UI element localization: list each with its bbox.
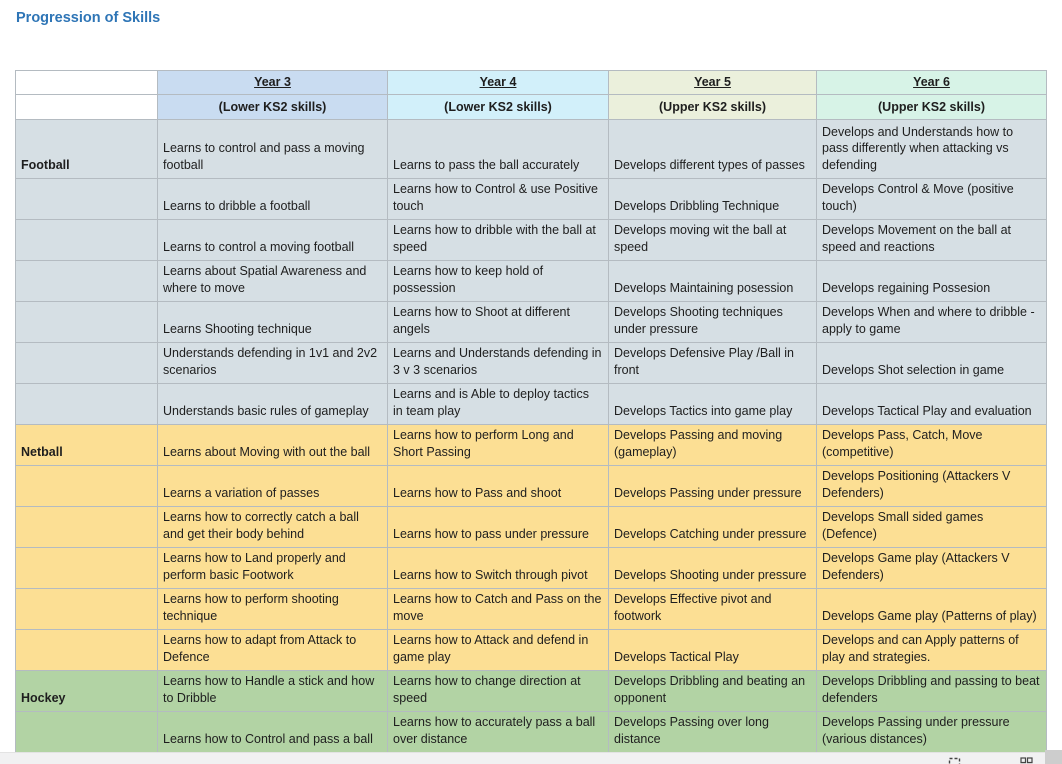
section-label-empty — [16, 343, 158, 384]
table-row — [16, 630, 1047, 671]
skill-cell: Develops Movement on the ball at speed and reactions — [817, 220, 1047, 261]
skill-cell: Learns how to perform shooting technique — [158, 589, 388, 630]
skill-cell: Learns and is Able to deploy tactics in team play — [388, 384, 609, 425]
skill-cell: Learns how to keep hold of possession — [388, 261, 609, 302]
skill-cell: Develops Dribbling Technique — [609, 179, 817, 220]
skill-cell: Develops Passing under pressure — [609, 466, 817, 507]
skill-cell: Learns how to adapt from Attack to Defence — [158, 630, 388, 671]
year-header-cell — [817, 71, 1047, 95]
corner-cell — [16, 95, 158, 120]
skill-cell: Learns how to Catch and Pass on the move — [388, 589, 609, 630]
skill-cell: Develops Tactical Play and evaluation — [817, 384, 1047, 425]
section-label-empty — [16, 712, 158, 753]
skill-cell: Learns how to dribble with the ball at speed — [388, 220, 609, 261]
skill-cell: Develops different types of passes — [609, 120, 817, 179]
table-body — [16, 120, 1047, 753]
year-header-label: Year 6 — [913, 75, 950, 90]
ks2-subheader-cell: (Upper KS2 skills) — [817, 95, 1047, 120]
skill-cell: Develops Control & Move (positive touch) — [817, 179, 1047, 220]
table-header — [16, 71, 1047, 120]
skill-cell: Learns how to Switch through pivot — [388, 548, 609, 589]
year-header-cell — [609, 71, 817, 95]
table-row — [16, 425, 1047, 466]
skill-cell: Learns how to perform Long and Short Passing — [388, 425, 609, 466]
section-label-empty — [16, 302, 158, 343]
table-row — [16, 507, 1047, 548]
table-row — [16, 589, 1047, 630]
section-label-empty — [16, 589, 158, 630]
section-label-hockey: Hockey — [16, 671, 158, 712]
skill-cell: Learns about Moving with out the ball — [158, 425, 388, 466]
skill-cell: Develops and Understands how to pass differently when attacking vs defending — [817, 120, 1047, 179]
skill-cell: Learns how to Attack and defend in game play — [388, 630, 609, 671]
skill-cell: Learns how to Handle a stick and how to Dribble — [158, 671, 388, 712]
skill-cell: Develops Catching under pressure — [609, 507, 817, 548]
skill-cell: Learns to dribble a football — [158, 179, 388, 220]
skill-cell: Develops and can Apply patterns of play and strategies. — [817, 630, 1047, 671]
year-header-cell — [388, 71, 609, 95]
skill-cell: Develops Defensive Play /Ball in front — [609, 343, 817, 384]
skill-cell: Develops Shooting under pressure — [609, 548, 817, 589]
section-label-empty — [16, 630, 158, 671]
skill-cell: Develops Pass, Catch, Move (competitive) — [817, 425, 1047, 466]
skill-cell: Learns to control a moving football — [158, 220, 388, 261]
ks2-subheader-cell: (Lower KS2 skills) — [158, 95, 388, 120]
skill-cell: Develops Game play (Attackers V Defenders) — [817, 548, 1047, 589]
skill-cell: Develops Positioning (Attackers V Defenders) — [817, 466, 1047, 507]
skill-cell: Learns how to pass under pressure — [388, 507, 609, 548]
skill-cell: Develops Passing under pressure (various distances) — [817, 712, 1047, 753]
section-label-football: Football — [16, 120, 158, 179]
table-row — [16, 220, 1047, 261]
year-header-label: Year 3 — [254, 75, 291, 90]
ks2-subheader-cell: (Upper KS2 skills) — [609, 95, 817, 120]
year-header-label: Year 4 — [479, 75, 517, 90]
grid-view-icon[interactable] — [1020, 757, 1033, 764]
skill-cell: Develops Passing and moving (gameplay) — [609, 425, 817, 466]
skill-cell: Develops Effective pivot and footwork — [609, 589, 817, 630]
skill-cell: Learns how to accurately pass a ball over distance — [388, 712, 609, 753]
skill-cell: Develops Passing over long distance — [609, 712, 817, 753]
skill-cell: Develops Small sided games (Defence) — [817, 507, 1047, 548]
skill-cell: Understands basic rules of gameplay — [158, 384, 388, 425]
skill-cell: Learns how to correctly catch a ball and get their body behind — [158, 507, 388, 548]
skill-cell: Develops Dribbling and beating an opponent — [609, 671, 817, 712]
skill-cell: Develops Game play (Patterns of play) — [817, 589, 1047, 630]
skill-cell: Learns how to Pass and shoot — [388, 466, 609, 507]
table-row — [16, 179, 1047, 220]
table-row — [16, 343, 1047, 384]
skill-cell: Learns a variation of passes — [158, 466, 388, 507]
skill-cell: Develops Tactical Play — [609, 630, 817, 671]
year-header-label: Year 5 — [694, 75, 731, 90]
scrollbar-corner — [1045, 750, 1062, 764]
skill-cell: Develops Shot selection in game — [817, 343, 1047, 384]
status-bar — [0, 752, 1062, 764]
skill-cell: Learns how to Control & use Positive touch — [388, 179, 609, 220]
skill-cell: Develops Maintaining posession — [609, 261, 817, 302]
section-label-netball: Netball — [16, 425, 158, 466]
table-row — [16, 548, 1047, 589]
section-label-empty — [16, 384, 158, 425]
skill-cell: Develops Shooting techniques under pressure — [609, 302, 817, 343]
skill-cell: Learns about Spatial Awareness and where to move — [158, 261, 388, 302]
section-label-empty — [16, 261, 158, 302]
skill-cell: Develops Tactics into game play — [609, 384, 817, 425]
table-row — [16, 384, 1047, 425]
section-label-empty — [16, 507, 158, 548]
skill-cell: Learns how to change direction at speed — [388, 671, 609, 712]
reading-view-icon[interactable] — [948, 757, 961, 764]
ks2-subheader-cell: (Lower KS2 skills) — [388, 95, 609, 120]
skill-cell: Develops moving wit the ball at speed — [609, 220, 817, 261]
table-row — [16, 712, 1047, 753]
skill-cell: Learns how to Control and pass a ball — [158, 712, 388, 753]
section-label-empty — [16, 220, 158, 261]
table-row — [16, 302, 1047, 343]
skill-cell: Learns how to Shoot at different angels — [388, 302, 609, 343]
skill-cell: Learns Shooting technique — [158, 302, 388, 343]
skill-cell: Learns to control and pass a moving football — [158, 120, 388, 179]
section-label-empty — [16, 548, 158, 589]
skill-cell: Learns how to Land properly and perform basic Footwork — [158, 548, 388, 589]
progression-table — [15, 70, 1047, 753]
skill-cell: Develops When and where to dribble - apply to game — [817, 302, 1047, 343]
table-row — [16, 120, 1047, 179]
year-header-cell — [158, 71, 388, 95]
skill-cell: Develops Dribbling and passing to beat defenders — [817, 671, 1047, 712]
section-label-empty — [16, 179, 158, 220]
corner-cell — [16, 71, 158, 95]
skill-cell: Understands defending in 1v1 and 2v2 scenarios — [158, 343, 388, 384]
section-label-empty — [16, 466, 158, 507]
table-row — [16, 671, 1047, 712]
skill-cell: Learns to pass the ball accurately — [388, 120, 609, 179]
skill-cell: Develops regaining Possesion — [817, 261, 1047, 302]
table-row — [16, 261, 1047, 302]
skill-cell: Learns and Understands defending in 3 v 3 scenarios — [388, 343, 609, 384]
table-row — [16, 466, 1047, 507]
page-title: Progression of Skills — [16, 10, 161, 26]
